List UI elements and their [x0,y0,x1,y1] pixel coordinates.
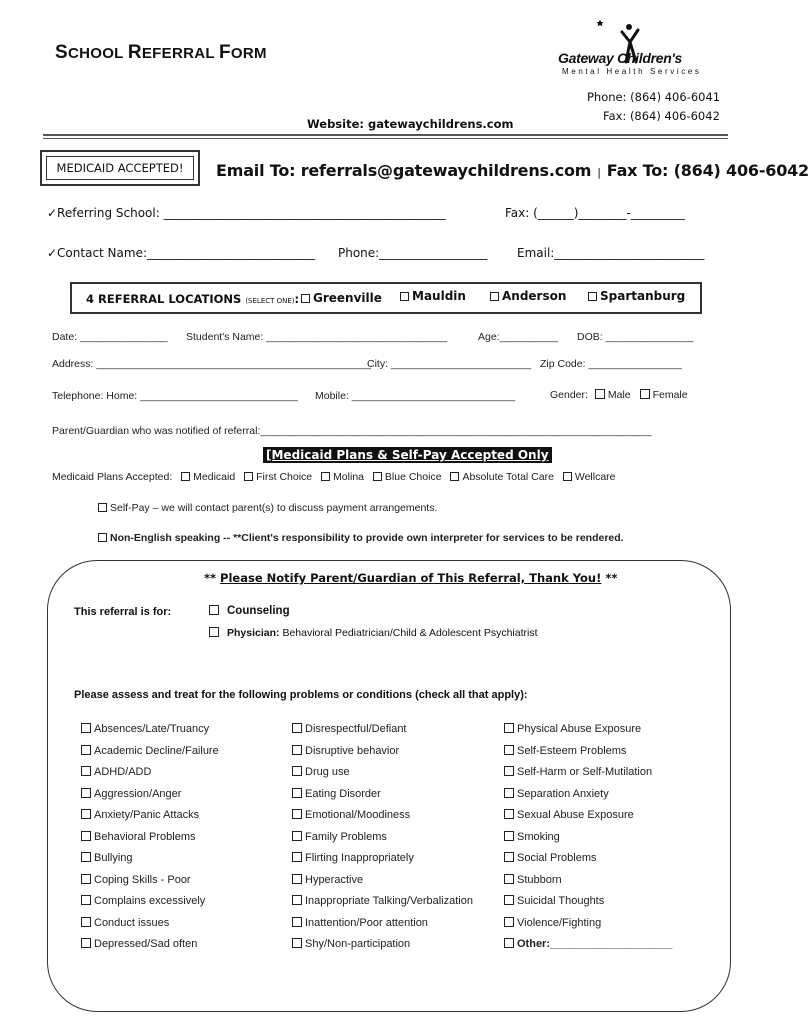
medicaid-banner: [Medicaid Plans & Self-Pay Accepted Only [263,447,552,463]
condition-item[interactable]: Emotional/Moodiness [292,809,473,831]
condition-item[interactable]: Shy/Non-participation [292,938,473,960]
checkbox-icon[interactable] [292,874,302,884]
assess-instructions: Please assess and treat for the following problems or conditions (check all that apply): [74,689,528,701]
plans-label: Medicaid Plans Accepted: [52,471,173,483]
checkbox-icon[interactable] [81,831,91,841]
location-option-greenville[interactable]: Greenville [301,291,382,305]
plan-wellcare: Wellcare [574,471,616,483]
female-label: Female [652,389,688,401]
medicaid-accepted-label: MEDICAID ACCEPTED! [46,156,194,180]
address-field[interactable]: Address: _______________________________________________ [52,358,371,370]
checkbox-icon[interactable] [504,938,514,948]
checkbox-icon[interactable] [81,745,91,755]
fax-to: Fax To: (864) 406-6042 [606,161,809,180]
physician-option[interactable]: Physician: Behavioral Pediatrician/Child & Adolescent Psychiatrist [209,627,538,639]
condition-item[interactable]: Aggression/Anger [81,788,219,810]
dob-field[interactable]: DOB: _______________ [577,331,694,343]
fax-number: Fax: (864) 406-6042 [603,109,720,123]
condition-item[interactable]: Behavioral Problems [81,831,219,853]
checkbox-male[interactable] [595,389,605,399]
checkbox-icon[interactable] [563,472,572,481]
header-divider [43,134,728,136]
email-to: Email To: referrals@gatewaychildrens.com [216,161,592,180]
checkbox-icon[interactable] [373,472,382,481]
location-option-mauldin[interactable]: Mauldin [400,289,466,303]
condition-item[interactable]: Disruptive behavior [292,745,473,767]
email-fax-line [216,161,809,180]
condition-item[interactable]: Conduct issues [81,917,219,939]
condition-item[interactable]: Drug use [292,766,473,788]
checkbox-icon[interactable] [181,472,190,481]
student-name-field[interactable]: Student's Name: _______________________________ [186,331,448,343]
logo-wordmark: Gateway Children's [558,50,682,66]
checkbox-icon[interactable] [292,723,302,733]
condition-item[interactable]: Sexual Abuse Exposure [504,809,672,831]
checkbox-icon[interactable] [504,766,514,776]
condition-item[interactable]: Eating Disorder [292,788,473,810]
city-field[interactable]: City: ________________________ [367,358,532,370]
condition-item[interactable]: Inattention/Poor attention [292,917,473,939]
counseling-option[interactable]: Counseling [209,605,290,617]
condition-item[interactable]: Stubborn [504,874,672,896]
checkbox-icon[interactable] [504,831,514,841]
checkbox-icon[interactable] [81,874,91,884]
checkbox-icon[interactable] [504,917,514,927]
condition-item[interactable]: Self-Esteem Problems [504,745,672,767]
checkbox-icon[interactable] [504,895,514,905]
checkbox-icon[interactable] [504,852,514,862]
checkbox-icon[interactable] [490,292,499,301]
conditions-column-1 [81,723,219,960]
header-divider-thin [43,138,728,139]
location-option-spartanburg[interactable]: Spartanburg [588,289,685,303]
plan-first-choice: First Choice [256,471,313,483]
plan-molina: Molina [333,471,364,483]
condition-item[interactable]: Smoking [504,831,672,853]
condition-item[interactable]: Hyperactive [292,874,473,896]
checkbox-icon[interactable] [81,938,91,948]
referring-school-fax-field[interactable]: Fax: (______)________-_________ [505,206,685,220]
checkbox-icon[interactable] [504,788,514,798]
checkbox-icon[interactable] [292,809,302,819]
age-field[interactable]: Age:__________ [478,331,558,343]
contact-email-field[interactable]: Email:_________________________ [517,246,705,260]
checkbox-icon[interactable] [209,605,219,615]
home-phone-field[interactable]: Telephone: Home: ___________________________ [52,390,298,402]
contact-name-field[interactable]: ✓Contact Name:____________________________ [47,246,316,260]
condition-item[interactable]: Inappropriate Talking/Verbalization [292,895,473,917]
checkbox-icon[interactable] [292,766,302,776]
self-pay-option[interactable]: Self-Pay – we will contact parent(s) to discuss payment arrangements. [98,502,437,514]
plan-medicaid: Medicaid [193,471,236,483]
mobile-field[interactable]: Mobile: ____________________________ [315,390,516,402]
condition-item[interactable]: Coping Skills - Poor [81,874,219,896]
checkbox-icon[interactable] [292,895,302,905]
checkbox-icon[interactable] [81,788,91,798]
checkbox-icon[interactable] [301,294,310,303]
condition-item[interactable]: Social Problems [504,852,672,874]
locations-label: 4 REFERRAL LOCATIONS (SELECT ONE): [86,292,300,306]
referral-locations-box [70,282,702,314]
non-english-option[interactable]: Non-English speaking -- **Client's responsibility to provide own interpreter for services to be rendered. [98,532,624,544]
referring-school-field[interactable]: ✓Referring School: _______________________________________________ [47,206,446,220]
condition-item[interactable]: Absences/Late/Truancy [81,723,219,745]
male-label: Male [607,389,631,401]
condition-item[interactable]: Complains excessively [81,895,219,917]
gender-label: Gender: [550,389,588,401]
checkbox-icon[interactable] [292,831,302,841]
checkbox-icon[interactable] [400,292,409,301]
condition-item[interactable]: Physical Abuse Exposure [504,723,672,745]
checkbox-icon[interactable] [504,745,514,755]
checkbox-icon[interactable] [81,809,91,819]
condition-item[interactable]: Self-Harm or Self-Mutilation [504,766,672,788]
conditions-column-3 [504,723,672,960]
condition-item[interactable]: Flirting Inappropriately [292,852,473,874]
checkbox-icon[interactable] [450,472,459,481]
checkbox-female[interactable] [640,389,650,399]
checkbox-icon[interactable] [244,472,253,481]
checkbox-icon[interactable] [292,917,302,927]
checkbox-icon[interactable] [292,938,302,948]
checkbox-icon[interactable] [292,852,302,862]
condition-item[interactable]: Depressed/Sad often [81,938,219,960]
logo-tagline: Mental Health Services [562,67,702,76]
plan-blue-choice: Blue Choice [384,471,442,483]
condition-item[interactable]: Bullying [81,852,219,874]
checkbox-icon[interactable] [504,723,514,733]
checkbox-icon[interactable] [504,809,514,819]
checkbox-icon[interactable] [504,874,514,884]
phone-number: Phone: (864) 406-6041 [587,90,721,104]
page-title: SCHOOL REFERRAL FORM [55,42,267,63]
website: Website: gatewaychildrens.com [307,117,514,131]
condition-item[interactable]: Family Problems [292,831,473,853]
checkbox-icon[interactable] [292,745,302,755]
checkbox-icon[interactable] [81,895,91,905]
condition-item[interactable]: Violence/Fighting [504,917,672,939]
checkbox-icon[interactable] [81,766,91,776]
checkbox-icon[interactable] [209,627,219,637]
medicaid-plans-row [52,471,616,483]
plan-absolute-total-care: Absolute Total Care [462,471,554,483]
guardian-notified-field[interactable]: Parent/Guardian who was notified of referral:___________________________________________________________________ [52,425,652,437]
date-field[interactable]: Date: _______________ [52,331,168,343]
checkbox-icon[interactable] [98,503,107,512]
condition-item[interactable]: Separation Anxiety [504,788,672,810]
condition-item[interactable]: Academic Decline/Failure [81,745,219,767]
condition-item[interactable]: ADHD/ADD [81,766,219,788]
condition-other[interactable]: Other:____________________ [504,938,672,960]
checkbox-icon[interactable] [81,852,91,862]
condition-item[interactable]: Anxiety/Panic Attacks [81,809,219,831]
checkbox-icon[interactable] [98,533,107,542]
checkbox-icon[interactable] [588,292,597,301]
notify-parent-note: ** Please Notify Parent/Guardian of This Referral, Thank You! ** [204,571,618,585]
zip-field[interactable]: Zip Code: ________________ [540,358,682,370]
checkbox-icon[interactable] [81,723,91,733]
gender-selector [550,389,688,401]
checkbox-icon[interactable] [81,917,91,927]
condition-item[interactable]: Suicidal Thoughts [504,895,672,917]
medicaid-accepted-box [40,150,200,186]
conditions-column-2 [292,723,473,960]
condition-item[interactable]: Disrespectful/Defiant [292,723,473,745]
contact-phone-field[interactable]: Phone:__________________ [338,246,488,260]
checkbox-icon[interactable] [321,472,330,481]
organization-logo [556,18,716,80]
referral-for-label: This referral is for: [74,606,172,618]
checkbox-icon[interactable] [292,788,302,798]
location-option-anderson[interactable]: Anderson [490,289,566,303]
separator: | [597,166,601,179]
